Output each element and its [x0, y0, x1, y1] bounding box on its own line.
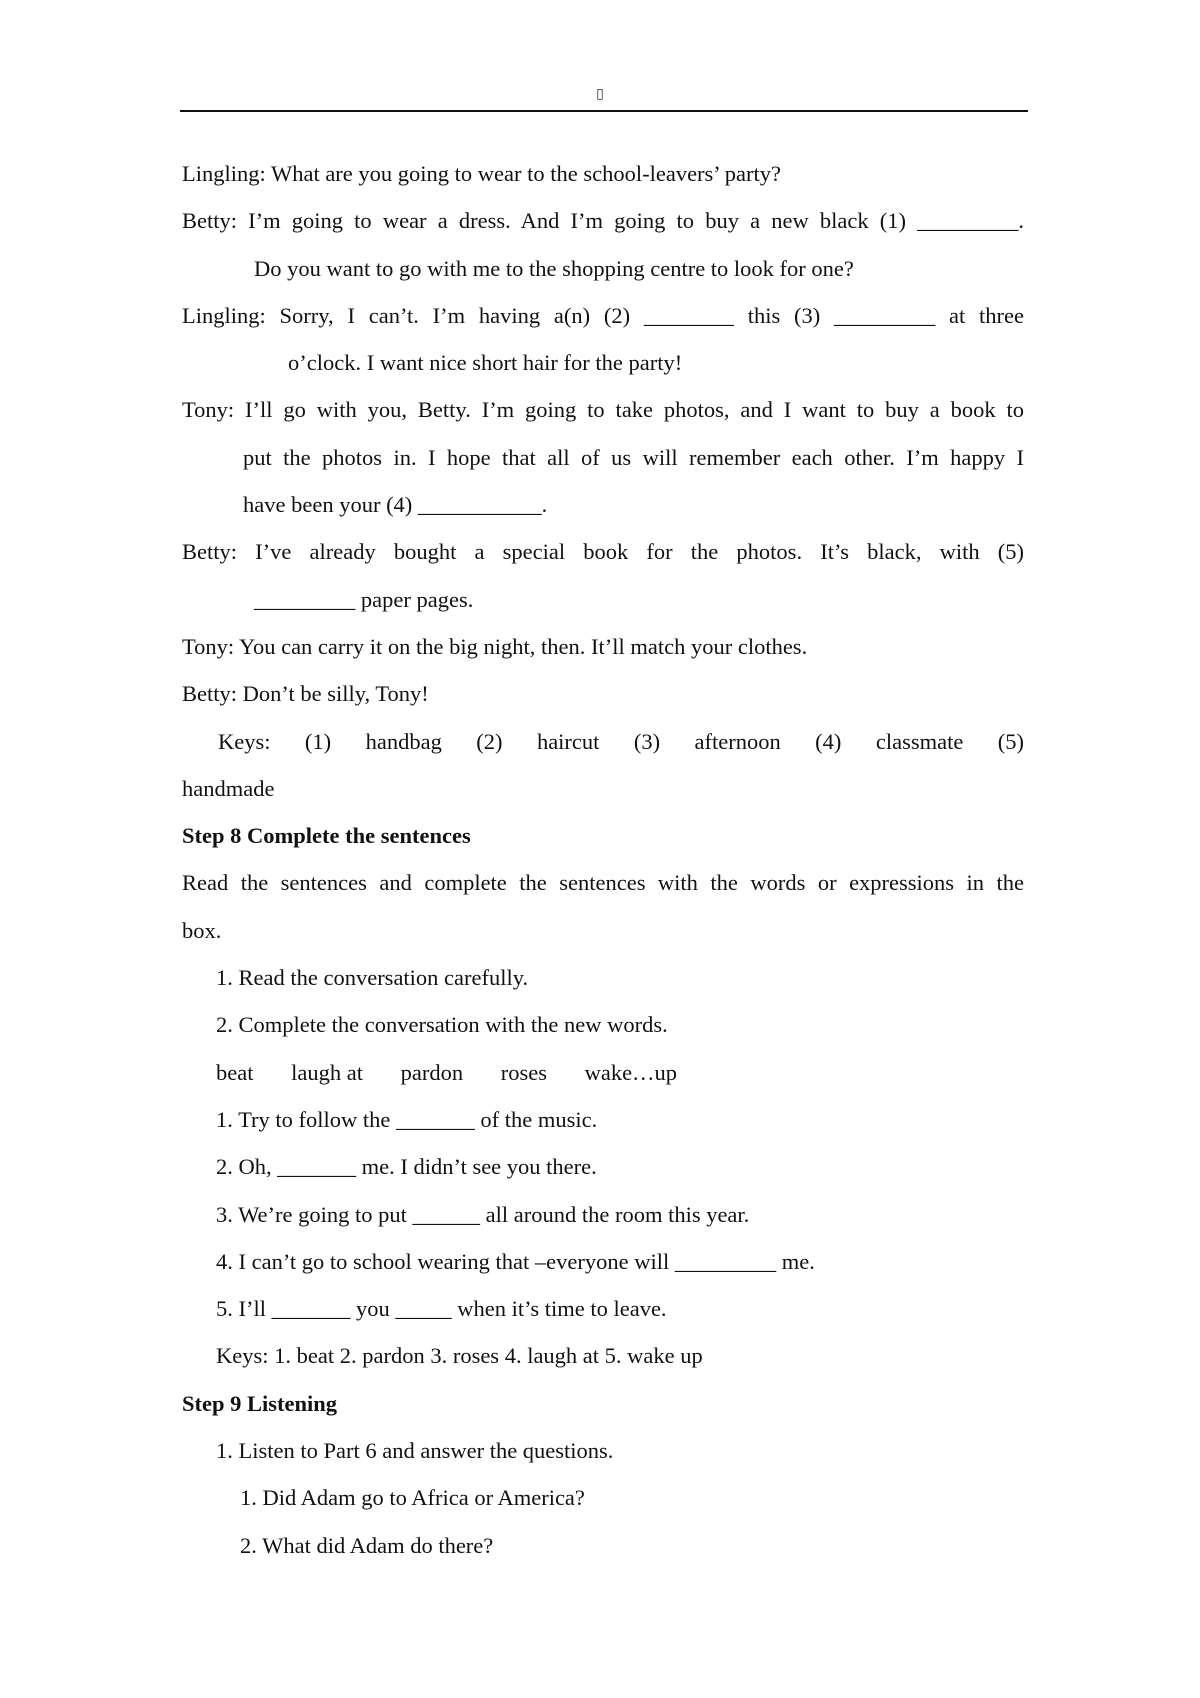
dialogue-line: Do you want to go with me to the shopping centre to look for one? [254, 255, 854, 281]
header-rule [180, 110, 1028, 112]
dialogue-line: Betty: I’ve already bought a special book for the photos. It’s black, with (5) [182, 539, 1024, 565]
word-box [182, 1049, 1024, 1096]
dialogue-line: Tony: You can carry it on the big night, then. It’ll match your clothes. [182, 633, 808, 659]
word-box-item: pardon [400, 1059, 464, 1085]
word-box-item: laugh at [291, 1059, 363, 1085]
answer-keys: Keys: (1) handbag (2) haircut (3) afternoon (4) classmate (5) [218, 728, 1024, 754]
word-box-item: roses [500, 1059, 547, 1085]
word-box-item: beat [216, 1059, 254, 1085]
exercise-sentence: 3. We’re going to put ______ all around the room this year. [216, 1201, 750, 1227]
dialogue-line: Lingling: What are you going to wear to the school-leavers’ party? [182, 161, 781, 186]
section-heading: Step 8 Complete the sentences [182, 823, 471, 849]
section-intro: Read the sentences and complete the sentences with the words or expressions in the [182, 870, 1024, 896]
answer-keys-continued: handmade [182, 775, 275, 801]
listening-question: 1. Did Adam go to Africa or America? [240, 1485, 585, 1511]
dialogue-line: have been your (4) ___________. [243, 492, 548, 518]
instruction-item: 1. Read the conversation carefully. [216, 965, 529, 991]
word-box-item: wake…up [584, 1059, 678, 1085]
dialogue-line: Tony: I’ll go with you, Betty. I’m going to take photos, and I want to buy a book to [182, 397, 1024, 423]
section-heading: Step 9 Listening [182, 1390, 338, 1416]
dialogue-line: Betty: I’m going to wear a dress. And I’m going to buy a new black (1) _________. [182, 208, 1024, 234]
dialogue-line: o’clock. I want nice short hair for the party! [288, 350, 683, 376]
exercise-sentence: 1. Try to follow the _______ of the music. [216, 1106, 598, 1132]
listening-question: 2. What did Adam do there? [240, 1532, 494, 1558]
section-intro-continued: box. [182, 917, 222, 943]
dialogue-line: put the photos in. I hope that all of us will remember each other. I’m happy I [243, 444, 1024, 470]
exercise-sentence: 5. I’ll _______ you _____ when it’s time to leave. [216, 1296, 667, 1322]
exercise-sentence: 4. I can’t go to school wearing that –everyone will _________ me. [216, 1248, 815, 1274]
document-body [182, 150, 1024, 1569]
exercise-sentence: 2. Oh, _______ me. I didn’t see you there. [216, 1154, 597, 1180]
instruction-item: 2. Complete the conversation with the new words. [216, 1012, 668, 1038]
header-mark: ▯ [596, 87, 604, 102]
dialogue-line: Lingling: Sorry, I can’t. I’m having a(n) (2) ________ this (3) _________ at three [182, 302, 1024, 328]
instruction-item: 1. Listen to Part 6 and answer the questions. [216, 1438, 614, 1464]
dialogue-line: Betty: Don’t be silly, Tony! [182, 681, 429, 707]
answer-keys: Keys: 1. beat 2. pardon 3. roses 4. laugh at 5. wake up [216, 1343, 703, 1369]
dialogue-line: _________ paper pages. [254, 586, 474, 612]
